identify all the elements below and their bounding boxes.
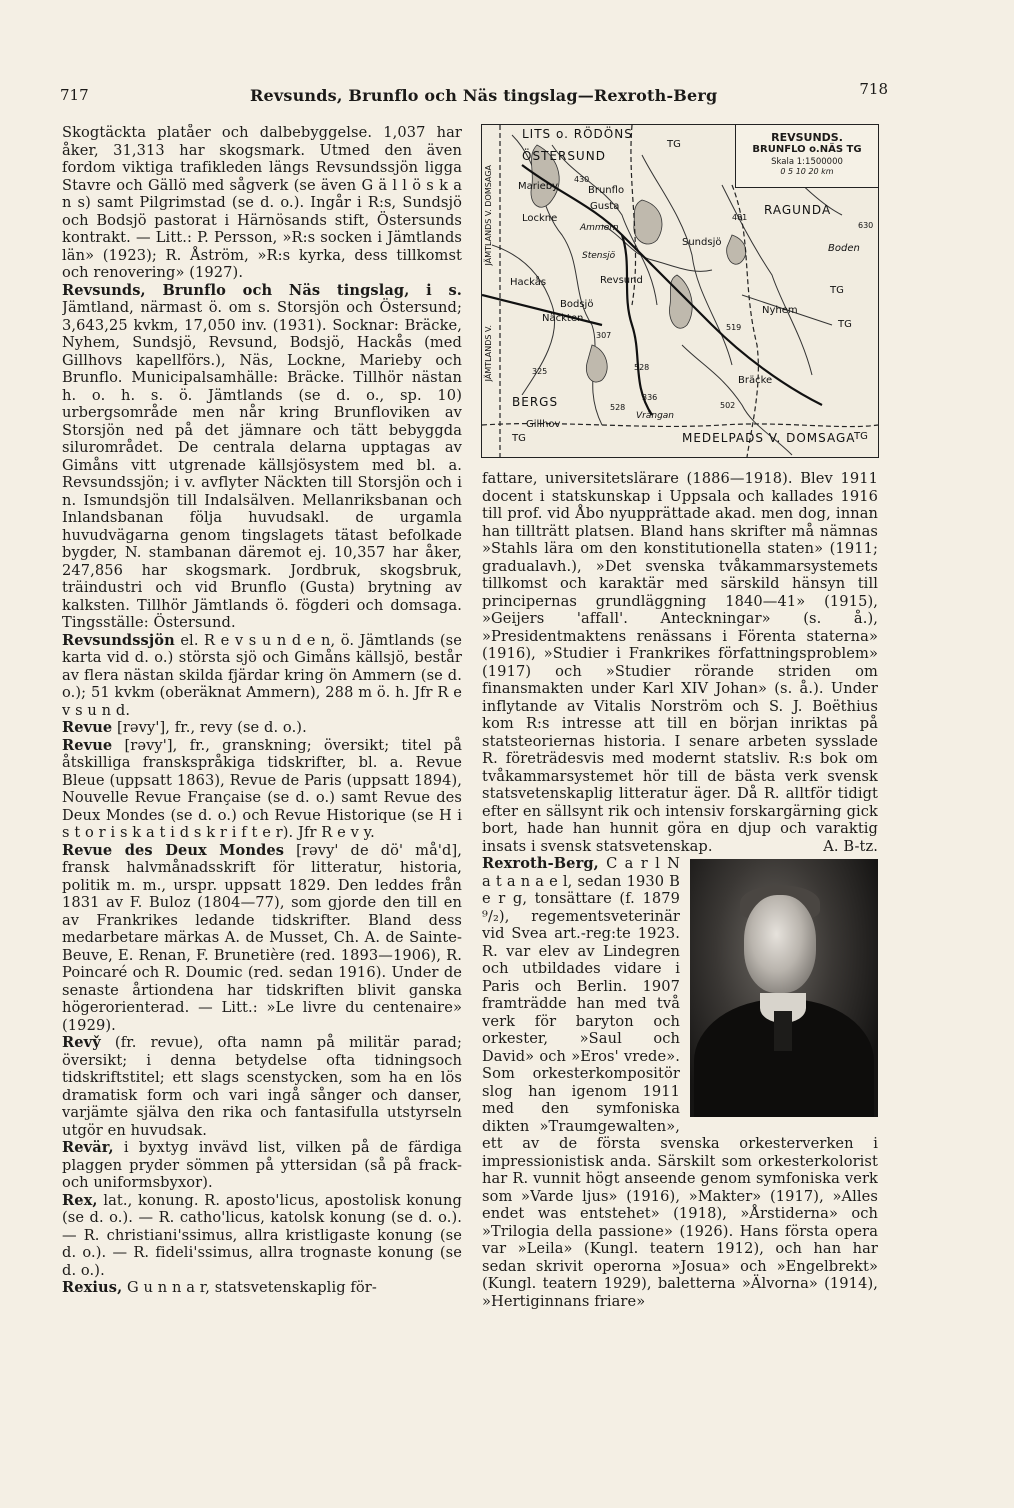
map-label-bodsjo: Bodsjö xyxy=(560,299,594,310)
entry-headword: Revär, xyxy=(62,1139,114,1156)
page-number-right: 718 xyxy=(859,80,888,98)
map-height: 502 xyxy=(720,401,736,410)
map-scale: Skala 1:1500000 xyxy=(771,157,843,167)
map-label-sundsjo: Sundsjö xyxy=(682,237,722,248)
map-label-tg: TG xyxy=(838,319,852,330)
entry-headword: Rexroth-Berg, xyxy=(482,855,599,872)
map-label-side: JÄMTLANDS V. xyxy=(484,325,493,382)
entry-revue-2 xyxy=(62,737,462,842)
entry-rexius xyxy=(62,1279,462,1297)
entry-text: el. R e v s u n d e n, ö. Jämtlands (se karta vid d. o.) största sjö och Gimåns källsjö, består av flera nästan skilda fjärdar kring ön Ammern (se d. o.); 51 kvkm (oberäknat Ammern), 288 m ö. h. Jfr R e v s u n d. xyxy=(62,631,462,719)
paragraph-text: fattare, universitetslärare (1886—1918). Blev 1911 docent i statskunskap i Uppsala och kallades 1916 till prof. vid Åbo nyupprättade akad. men dog, innan han tillträtt platsen. Bland hans skrifter må nämnas »Stahls lära om den konstitutionella staten» (1911; gradualavh.), »Det svenska tvåkammarsystemets tillkomst och karaktär med särskild hänsyn till principernas grundläggning 1840—41» (1915), »Geijers 'affall'. Anteckningar» (s. å.), »Presidentmaktens renässans i Förenta staterna» (1916), »Studier i Frankrikes författningsproblem» (1917) och »Studier rörande striden om finansmakten under Karl XIV Johan» (s. å.). Under inflytande av Vitalis Norström och S. J. Boëthius kom R:s intresse att till en början inriktas på statsteoriernas historia. I senare arbeten sysslade R. företrädesvis med modernt statsliv. R:s bok om tvåkammarsystemet hör till de bästa verk svensk statsvetenskaplig litteratur äger. Då R. alltför tidigt efter en sällsynt rik och intensiv forskargärning gick bort, hade han hunnit göra en djup och varaktig insats i svensk statsvetenskap. xyxy=(482,470,878,855)
map-label-side: JÄMTLANDS V. DOMSAGA xyxy=(484,165,493,266)
map-label-nacken: Näckten xyxy=(542,313,584,324)
map-legend-title: REVSUNDS. xyxy=(771,131,843,144)
entry-revsundssjon xyxy=(62,632,462,720)
map-height: 430 xyxy=(574,175,590,184)
entry-revue-1 xyxy=(62,719,462,737)
entry-tingslag xyxy=(62,282,462,632)
page-header xyxy=(60,80,888,110)
entry-text: [rəvy'], fr., revy (se d. o.). xyxy=(117,719,307,736)
entry-headword: Revue des Deux Mondes xyxy=(62,841,285,859)
entry-text: [rəvy' de dö' må'd], fransk halvmånadsskrift för litteratur, historia, politik m. m., urspr. uppsatt 1829. Den leddes från 1831 av F. Buloz (1804—77), som gjorde den till en av Frankrikes ledande tidskrifter. Bland dess medarbetare märkas A. de Musset, Ch. A. de Sainte-Beuve, E. Renan, F. Brunetière (red. 1893—1906), R. Poincaré och R. Doumic (red. sedan 1916). Under de senaste årtiondena har tidskriften blivit ganska högerorienterad. — Litt.: »Le livre du centenaire» (1929). xyxy=(62,841,462,1034)
entry-headword: Revsundssjön xyxy=(62,631,175,649)
map-label-marieby: Marieby xyxy=(518,181,559,192)
map-legend xyxy=(735,125,878,188)
map-label-gillhov: Gillhov xyxy=(526,419,561,430)
entry-headword: Revy̌ xyxy=(62,1034,101,1051)
map-label-revsund: Revsund xyxy=(600,275,643,286)
map-height: 481 xyxy=(732,213,748,222)
map-label-tg: TG xyxy=(854,431,868,442)
entry-text: G u n n a r, statsvetenskaplig för- xyxy=(127,1279,377,1296)
map-label-nyhem: Nyhem xyxy=(762,305,798,316)
map-height: 307 xyxy=(596,331,612,340)
entry-revy xyxy=(62,1034,462,1139)
map-label-bracke: Bräcke xyxy=(738,375,773,386)
map-label-ragunda: RAGUNDA xyxy=(764,203,832,217)
map-height: 528 xyxy=(634,363,650,372)
running-title: Revsunds, Brunflo och Näs tingslag—Rexroth-Berg xyxy=(250,86,718,105)
paragraph xyxy=(482,470,878,855)
entry-headword: Revue xyxy=(62,736,113,754)
entry-text: Jämtland, närmast ö. om s. Storsjön och Östersund; 3,643,25 kvkm, 17,050 inv. (1931). Socknar: Bräcke, Nyhem, Sundsjö, Revsund, Bodsjö, Hackås (med Gillhovs kapellförs.), Näs, Lockne, Marieby och Brunflo. Municipalsamhälle: Bräcke. Tillhör nästan h. o. h. s. ö. Jämtlands (se d. o., sp. 10) urbergsområde men når kring Brunfloviken av Storsjön ned på det jämnare och tätt bebyggda silurområdet. De centrala delarna upptagas av Gimåns vitt utgrenade källsjösystem med bl. a. Revsundssjön; i v. avflyter Näckten till Storsjön och i n. Ismundsjön till Indalsälven. Mellanriksbanan och Inlandsbanan följa huvudsakl. de urgamla huvudvägarna genom tingslagets tätast befolkade bygder, N. stambanan däremot ej. 10,357 har åker, 247,856 har skogsmark. Jordbruk, skogsbruk, träindustri och vid Brunflo (Gusta) brytning av kalksten. Tillhör Jämtlands ö. fögderi och domsaga. Tingsställe: Östersund. xyxy=(62,299,462,631)
map-label-ammern: Ammern xyxy=(580,223,619,233)
entry-text: lat., konung. R. aposto'licus, apostolisk konung (se d. o.). — R. catho'licus, katolsk konung (se d. o.). — R. christiani'ssimus, allra kristligaste konung (se d. o.). — R. fideli'ssimus, allra trognaste konung (se d. o.). xyxy=(62,1191,462,1279)
map-label-bergs: BERGS xyxy=(512,395,559,409)
left-column xyxy=(62,124,462,1394)
entry-text: [rəvy'], fr., granskning; översikt; titel på åtskilliga franskspråkiga tidskrifter, bl. a. Revue Bleue (uppsatt 1863), Revue de Paris (uppsatt 1894), Nouvelle Revue Française (se d. o.) samt Revue des Deux Mondes (se d. o.) och Revue Historique (se H i s t o r i s k a t i d s k r i f t e r). Jfr R e v y. xyxy=(62,736,462,841)
map-label-brunflo: Brunflo xyxy=(588,185,625,196)
entry-headword: Rexius, xyxy=(62,1279,123,1296)
map-scale-ticks: 0 5 10 20 km xyxy=(780,167,834,176)
map-label-vrangan: Vrångan xyxy=(636,411,675,421)
page-number-left: 717 xyxy=(60,86,89,104)
entry-text: i byxtyg invävd list, vilken på de färdiga plaggen pryder sömmen på yttersidan (så på frack- och uniformsbyxor). xyxy=(62,1139,462,1191)
map-height: 519 xyxy=(726,323,742,332)
entry-rexroth-berg xyxy=(482,855,878,1310)
map-legend-subtitle: BRUNFLO o.NÄS TG xyxy=(752,144,862,155)
map-label-rodon: LITS o. RÖDÖNS xyxy=(522,127,633,141)
entry-rex xyxy=(62,1192,462,1280)
map-label-medelpads: MEDELPADS V. DOMSAGA xyxy=(682,431,856,445)
entry-headword: Revue xyxy=(62,719,113,736)
map-label-tg: TG xyxy=(667,139,681,150)
map-height: 528 xyxy=(610,403,626,412)
right-column xyxy=(482,470,878,1405)
entry-headword: Rex, xyxy=(62,1191,98,1209)
signature: A. B-tz. xyxy=(823,837,878,855)
map-label-boden: Boden xyxy=(828,243,860,254)
entry-text: (fr. revue), ofta namn på militär parad; översikt; i denna betydelse ofta tidningsoch tidskriftstitel; ett slags scenstycken, som ha en lös dramatisk form och vari ingå sånger och danser, varjämte själva den rika och fantasifulla utstyrseln utgör en huvudsak. xyxy=(62,1034,462,1139)
entry-revue-des-deux-mondes xyxy=(62,842,462,1035)
map-height: 630 xyxy=(858,221,874,230)
map-label-gusta: Gusta xyxy=(590,201,620,212)
map-label-stensjo: Stensjö xyxy=(582,251,616,261)
paragraph: Skogtäckta platåer och dalbebyggelse. 1,037 har åker, 31,313 har skogsmark. Utmed den även fordom viktiga trafikleden längs Revsundssjön ligga Stavre och Gällö med sågverk (se även G ä l l ö s k a n s) samt Pilgrimstad (se d. o.). Ingår i R:s, Sundsjö och Bodsjö pastorat i Härnösands stift, Östersunds kontrakt. — Litt.: P. Persson, »R:s socken i Jämtlands län» (1923); R. Åström, »R:s kyrka, dess tillkomst och renovering» (1927). xyxy=(62,124,462,281)
district-map xyxy=(481,124,879,458)
map-label-ostersund: ÖSTERSUND xyxy=(522,149,606,163)
entry-revar xyxy=(62,1139,462,1192)
entry-headword: Revsunds, Brunflo och Näs tingslag, i s. xyxy=(62,281,462,299)
map-height: 325 xyxy=(532,367,548,376)
map-height: 336 xyxy=(642,393,658,402)
portrait-photo xyxy=(690,859,878,1117)
map-label-tg: TG xyxy=(830,285,844,296)
entry-text: C a r l N a t a n a e l, sedan 1930 B e r g, tonsättare (f. 1879 ⁹/₂), regementsveterinär vid Svea art.-reg:te 1923. R. var elev av Lindegren och utbildades vidare i Paris och Berlin. 1907 framträdde han med två verk för baryton och orkester, »Saul och David» och »Eros' vrede». Som orkesterkompositör slog han igenom 1911 med den symfoniska dikten »Traumgewalten», ett av de första svenska orkesterverken i impressionistisk anda. Särskilt som orkesterkolorist har R. vunnit högt anseende genom symfoniska verk som »Varde ljus» (1916), »Makter» (1917), »Alles endet was entstehet» (1918), »Årstiderna» och »Trilogia della passione» (1926). Hans första opera var »Leila» (Kungl. teatern 1912), och han har sedan skrivit operorna »Josua» och »Engelbrekt» (Kungl. teatern 1929), baletterna »Älvorna» (1914), »Hertiginnans friare» xyxy=(482,855,878,1310)
map-label-tg: TG xyxy=(512,433,526,444)
map-label-lockne: Lockne xyxy=(522,213,558,224)
map-label-hackas: Hackås xyxy=(510,277,547,288)
